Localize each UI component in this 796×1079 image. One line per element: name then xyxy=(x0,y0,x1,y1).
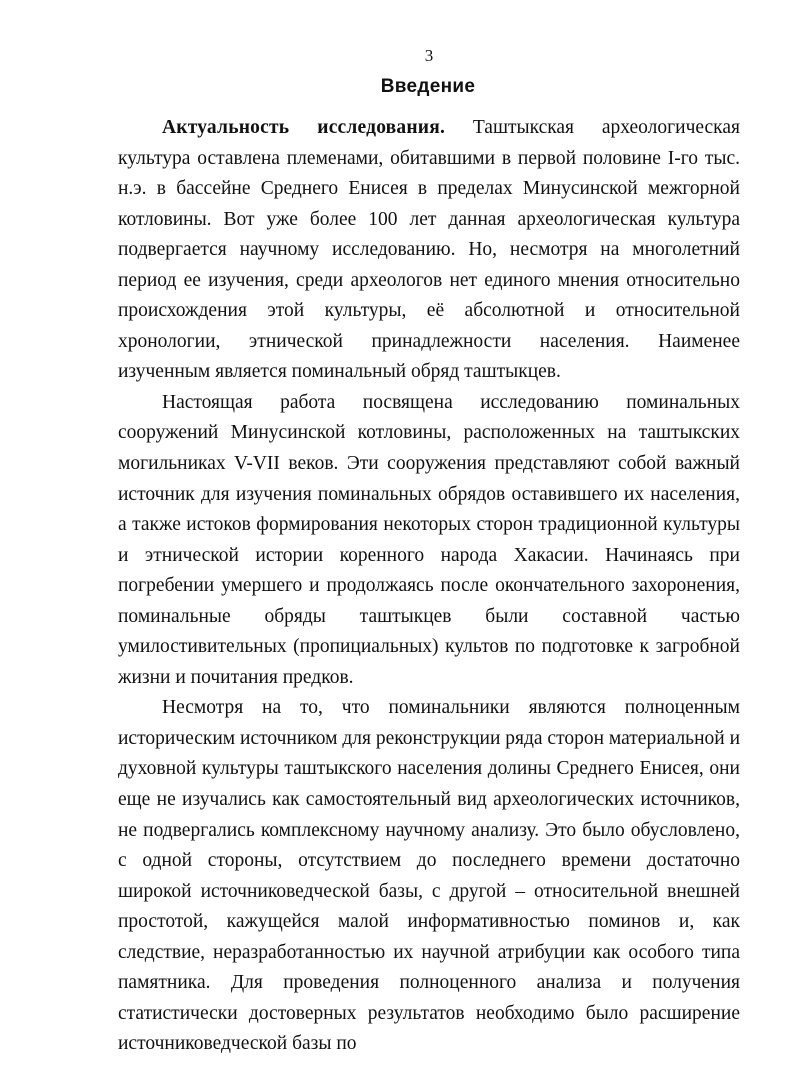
document-body xyxy=(118,113,740,1060)
page-title: Введение xyxy=(380,76,476,97)
paragraph-relevance xyxy=(118,113,740,388)
paragraph-text: Таштыкская археологическая культура оставлена племенами, обитавшими в первой половине I-го тыс. н.э. в бассейне Среднего Енисея в пределах Минусинской межгорной котловины. Вот уже более 100 лет данная археологическая культура подвергается научному исследованию. Но, несмотря на многолетний период ее изучения, среди археологов нет единого мнения относительно происхождения этой культуры, её абсолютной и относительной хронологии, этнической принадлежности населения. Наименее изученным является поминальный обряд таштыкцев. xyxy=(118,117,740,383)
paragraph-research-subject: Настоящая работа посвящена исследованию поминальных сооружений Минусинской котловины, расположенных на таштыкских могильниках V-VII веков. Эти сооружения представляют собой важный источник для изучения поминальных обрядов оставившего их населения, а также истоков формирования некоторых сторон традиционной культуры и этнической истории коренного народа Хакасии. Начинаясь при погребении умершего и продолжаясь после окончательного захоронения, поминальные обряды таштыкцев были составной частью умилостивительных (пропициальных) культов по подготовке к загробной жизни и почитания предков. xyxy=(118,391,740,688)
paragraph-lead-heading: Актуальность исследования. xyxy=(162,117,446,138)
paragraph-source-significance: Несмотря на то, что поминальники являются полноценным историческим источником для реконструкции ряда сторон материальной и духовной культуры таштыкского населения долины Среднего Енисея, они еще не изучались как самостоятельный вид археологических источников, не подвергались комплексному научному анализу. Это было обусловлено, с одной стороны, отсутствием до последнего времени достаточно широкой источниковедческой базы, с другой – относительной внешней простотой, кажущейся малой информативностью поминов и, как следствие, неразработанностью их научной атрибуции как особого типа памятника. Для проведения полноценного анализа и получения статистически достоверных результатов необходимо было расширение источниковедческой базы по xyxy=(118,697,741,1055)
page-number: 3 xyxy=(424,46,434,65)
